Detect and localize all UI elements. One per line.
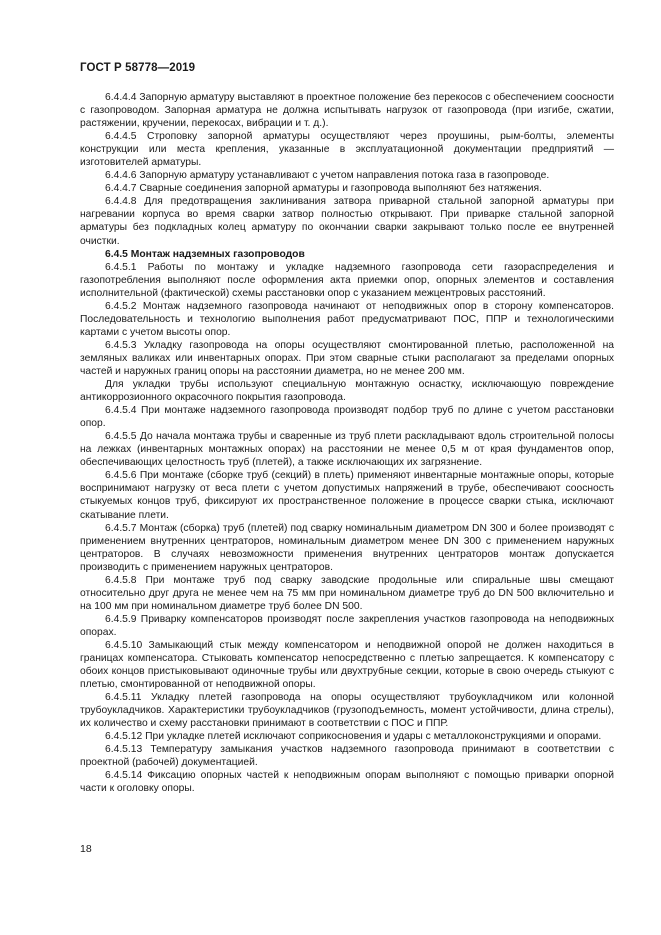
paragraph: 6.4.5.3 Укладку газопровода на опоры осуществляют смонтированной плетью, расположенной на земляных валиках или инвентарных опорах. При этом сварные стыки располагают за пределами опорных частей и наружных границ опоры на расстоянии диаметра, но не менее 200 мм. xyxy=(80,339,614,377)
paragraph: 6.4.5.9 Приварку компенсаторов производят после закрепления участков газопровода на неподвижных опорах. xyxy=(80,613,614,638)
paragraph: 6.4.5.10 Замыкающий стык между компенсатором и неподвижной опорой не должен находиться в границах компенсатора. Стыковать компенсатор непосредственно с плетью запрещается. К компенсатору с обоих концов пристыковывают одиночные трубы или двухтрубные секции, которые в свою очередь стыкуют с плетью, смонтированной от неподвижной опоры. xyxy=(80,639,614,691)
paragraph: 6.4.5.12 При укладке плетей исключают соприкосновения и удары с металлоконструкциями и опорами. xyxy=(105,731,602,743)
paragraph: 6.4.5.13 Температуру замыкания участков надземного газопровода принимают в соответствии с проектной (рабочей) документацией. xyxy=(80,744,614,769)
paragraph: 6.4.5.2 Монтаж надземного газопровода начинают от неподвижных опор в сторону компенсаторов. Последовательность и технологию выполнения работ предусматривают ПОС, ППР и технологическими картами с учетом высоты опор. xyxy=(80,300,614,338)
paragraph: 6.4.5.11 Укладку плетей газопровода на опоры осуществляют трубоукладчиком или колонной трубоукладчиков. Характеристики трубоукладчиков (грузоподъемность, момент устойчивости, длина стрелы), их количество и схему расстановки принимают в соответствии с ПОС и ППР. xyxy=(80,692,614,730)
paragraph: 6.4.4.7 Сварные соединения запорной арматуры и газопровода выполняют без натяжения. xyxy=(105,183,542,195)
paragraph: 6.4.5.14 Фиксацию опорных частей к неподвижным опорам выполняют с помощью приварки опорной части к оголовку опоры. xyxy=(80,770,614,795)
paragraph: 6.4.5.6 При монтаже (сборке труб (секций) в плеть) применяют инвентарные монтажные опоры, которые воспринимают нагрузку от веса плети с учетом допустимых напряжений в трубе, обеспечивают соосность стыкуемых концов труб, фиксируют их пространственное положение в процессе сварки стыка, исключают скатывание плети. xyxy=(80,470,614,521)
paragraph: 6.4.4.5 Строповку запорной арматуры осуществляют через проушины, рым-болты, элементы конструкции или места крепления, указанные в эксплуатационной документации предприятий — изготовителей арматуры. xyxy=(80,131,614,169)
paragraph: 6.4.5.1 Работы по монтажу и укладке надземного газопровода сети газораспределения и газопотребления выполняют после оформления акта приемки опор, опорных элементов и составления исполнительной (фактической) схемы расстановки опор с указанием межцентровых расстояний. xyxy=(80,261,614,299)
document-header: ГОСТ Р 58778—2019 xyxy=(80,62,196,74)
document-body xyxy=(80,91,614,796)
paragraph: 6.4.5.5 До начала монтажа трубы и сваренные из труб плети раскладывают вдоль строительной полосы на лежках (инвентарных монтажных опорах) на расстоянии не менее 0,5 м от края фундаментов опор, обеспечивающих целостность труб (плетей), а также исключающих их загрязнение. xyxy=(80,431,614,469)
paragraph: 6.4.5.4 При монтаже надземного газопровода производят подбор труб по длине с учетом расстановки опор. xyxy=(80,405,614,430)
page-number: 18 xyxy=(80,843,92,855)
paragraph: 6.4.4.4 Запорную арматуру выставляют в проектное положение без перекосов с обеспечением соосности с газопроводом. Запорная арматура не должна испытывать нагрузок от газопровода (при изгибе, сжатии, растяжении, кручении, перекосах, вибрации и т. д.). xyxy=(80,92,614,130)
section-heading: 6.4.5 Монтаж надземных газопроводов xyxy=(105,248,305,260)
paragraph: 6.4.4.6 Запорную арматуру устанавливают с учетом направления потока газа в газопроводе. xyxy=(105,170,550,182)
paragraph: Для укладки трубы используют специальную монтажную оснастку, исключающую повреждение антикоррозионного окрасочного покрытия газопровода. xyxy=(80,379,614,404)
paragraph: 6.4.4.8 Для предотвращения заклинивания затвора приварной стальной запорной арматуры при нагревании корпуса во время сварки затвор полностью открывают. При приварке стальной запорной арматуры без подкладных колец арматуру по окончании сварки закрывают только после ее внутренней очистки. xyxy=(80,196,614,247)
paragraph: 6.4.5.8 При монтаже труб под сварку заводские продольные или спиральные швы смещают относительно друг друга не менее чем на 75 мм при номинальном диаметре труб до DN 500 включительно и на 100 мм при номинальном диаметре труб более DN 500. xyxy=(80,574,614,612)
paragraph: 6.4.5.7 Монтаж (сборка) труб (плетей) под сварку номинальным диаметром DN 300 и более производят с применением внутренних центраторов, номинальным диаметром менее DN 300 с применением наружных центраторов. В случаях невозможности применения внутренних центраторов монтаж допускается производить с применением наружных центраторов. xyxy=(80,522,614,573)
